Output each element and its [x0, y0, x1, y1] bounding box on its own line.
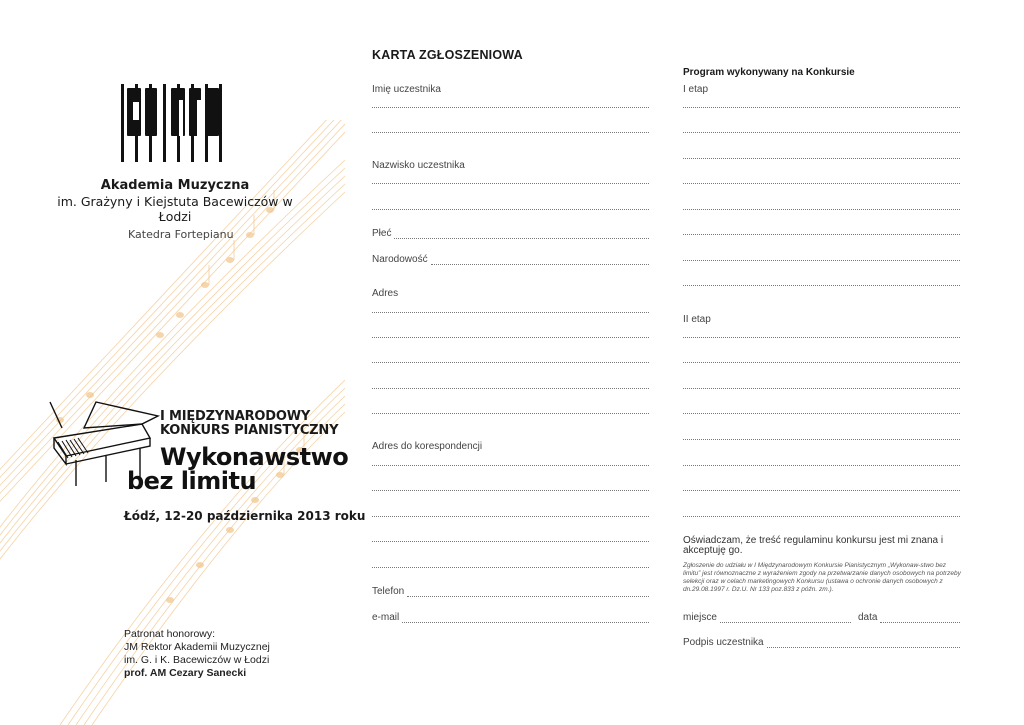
stage2-field-2[interactable] [683, 362, 960, 363]
correspondence-field-5[interactable] [372, 567, 649, 568]
competition-dates: Łódź, 12-20 października 2013 roku [124, 509, 366, 523]
academy-block [40, 178, 310, 224]
address-field-1[interactable] [372, 312, 649, 313]
competition-line1: I MIĘDZYNARODOWY [160, 409, 311, 424]
stage2-field-4[interactable] [683, 413, 960, 414]
stage2-field-3[interactable] [683, 388, 960, 389]
correspondence-field-4[interactable] [372, 541, 649, 542]
competition-title-line1: Wykonawstwo [160, 443, 349, 471]
nationality-field[interactable] [431, 256, 649, 265]
stage2-field-7[interactable] [683, 490, 960, 491]
stage1-field-2[interactable] [683, 132, 960, 133]
competition-title-line2: bez limitu [127, 467, 257, 495]
signature-row[interactable] [683, 637, 960, 648]
stage1-field-6[interactable] [683, 234, 960, 235]
address-label: Adres [372, 288, 399, 299]
nationality-label: Narodowość [372, 254, 428, 265]
address-field-2[interactable] [372, 337, 649, 338]
email-field[interactable] [402, 614, 649, 623]
correspondence-field-1[interactable] [372, 465, 649, 466]
stage1-field-1[interactable] [683, 107, 960, 108]
honorary-line2: im. G. i K. Bacewiczów w Łodzi [124, 654, 270, 666]
email-row[interactable] [372, 612, 649, 623]
competition-line2: KONKURS PIANISTYCZNY [160, 423, 339, 438]
academy-logo [121, 84, 229, 162]
last-name-label: Nazwisko uczestnika [372, 160, 465, 171]
correspondence-field-3[interactable] [372, 516, 649, 517]
honorary-patronage [124, 628, 270, 680]
department-name: Katedra Fortepianu [128, 228, 234, 241]
date-label: data [858, 612, 878, 623]
nationality-row[interactable] [372, 254, 649, 265]
form-title: KARTA ZGŁOSZENIOWA [372, 48, 523, 62]
stage1-field-3[interactable] [683, 158, 960, 159]
honorary-label: Patronat honorowy: [124, 628, 216, 640]
stage2-label: II etap [683, 314, 711, 325]
academy-patron: im. Grażyny i Kiejstuta Bacewiczów w Łodzi [57, 194, 293, 224]
stage2-field-5[interactable] [683, 439, 960, 440]
phone-label: Telefon [372, 586, 405, 597]
last-name-field[interactable] [372, 183, 649, 184]
first-name-field-2[interactable] [372, 132, 649, 133]
first-name-field[interactable] [372, 107, 649, 108]
stage2-field-6[interactable] [683, 465, 960, 466]
place-label: miejsce [683, 612, 717, 623]
address-field-4[interactable] [372, 388, 649, 389]
place-field[interactable] [720, 614, 851, 623]
phone-field[interactable] [407, 588, 649, 597]
date-row[interactable] [858, 612, 960, 623]
stage2-field-8[interactable] [683, 516, 960, 517]
academy-name: Akademia Muzyczna [100, 178, 250, 193]
stage1-field-7[interactable] [683, 260, 960, 261]
stage1-field-4[interactable] [683, 183, 960, 184]
gender-row[interactable] [372, 228, 649, 239]
gender-field[interactable] [394, 230, 649, 239]
stage2-field-1[interactable] [683, 337, 960, 338]
place-row[interactable] [683, 612, 851, 623]
program-title: Program wykonywany na Konkursie [683, 67, 855, 78]
regulations-declaration: Oświadczam, że treść regulaminu konkursu jest mi znana i akceptuję go. [683, 535, 944, 556]
gender-label: Płeć [372, 228, 392, 239]
address-field-5[interactable] [372, 413, 649, 414]
competition-heading [160, 410, 338, 438]
signature-label: Podpis uczestnika [683, 637, 764, 648]
phone-row[interactable] [372, 586, 649, 597]
signature-field[interactable] [767, 639, 960, 648]
stage1-field-5[interactable] [683, 209, 960, 210]
stage1-field-8[interactable] [683, 285, 960, 286]
correspondence-label: Adres do korespondencji [372, 441, 483, 452]
address-field-3[interactable] [372, 362, 649, 363]
data-consent-note: Zgłoszenie do udziału w I Międzynarodowym Konkursie Pianistycznym „Wykonaw-stwo bez limitu” jest równoznaczne z wyrażeniem zgody na przetwarzanie danych osobowych na potrzeby selekcji oraz w celach marketingowych Konkursu (ustawa o ochronie danych osobowych z dn.29.08.1997 r. Dz.U. Nr 133 poz.833 z późn. zm.). [683, 562, 961, 593]
stage1-label: I etap [683, 84, 709, 95]
honorary-line1: JM Rektor Akademii Muzycznej [124, 641, 270, 653]
first-name-label: Imię uczestnika [372, 84, 441, 95]
date-field[interactable] [880, 614, 960, 623]
last-name-field-2[interactable] [372, 209, 649, 210]
correspondence-field-2[interactable] [372, 490, 649, 491]
honorary-name: prof. AM Cezary Sanecki [124, 667, 247, 679]
email-label: e-mail [372, 612, 400, 623]
